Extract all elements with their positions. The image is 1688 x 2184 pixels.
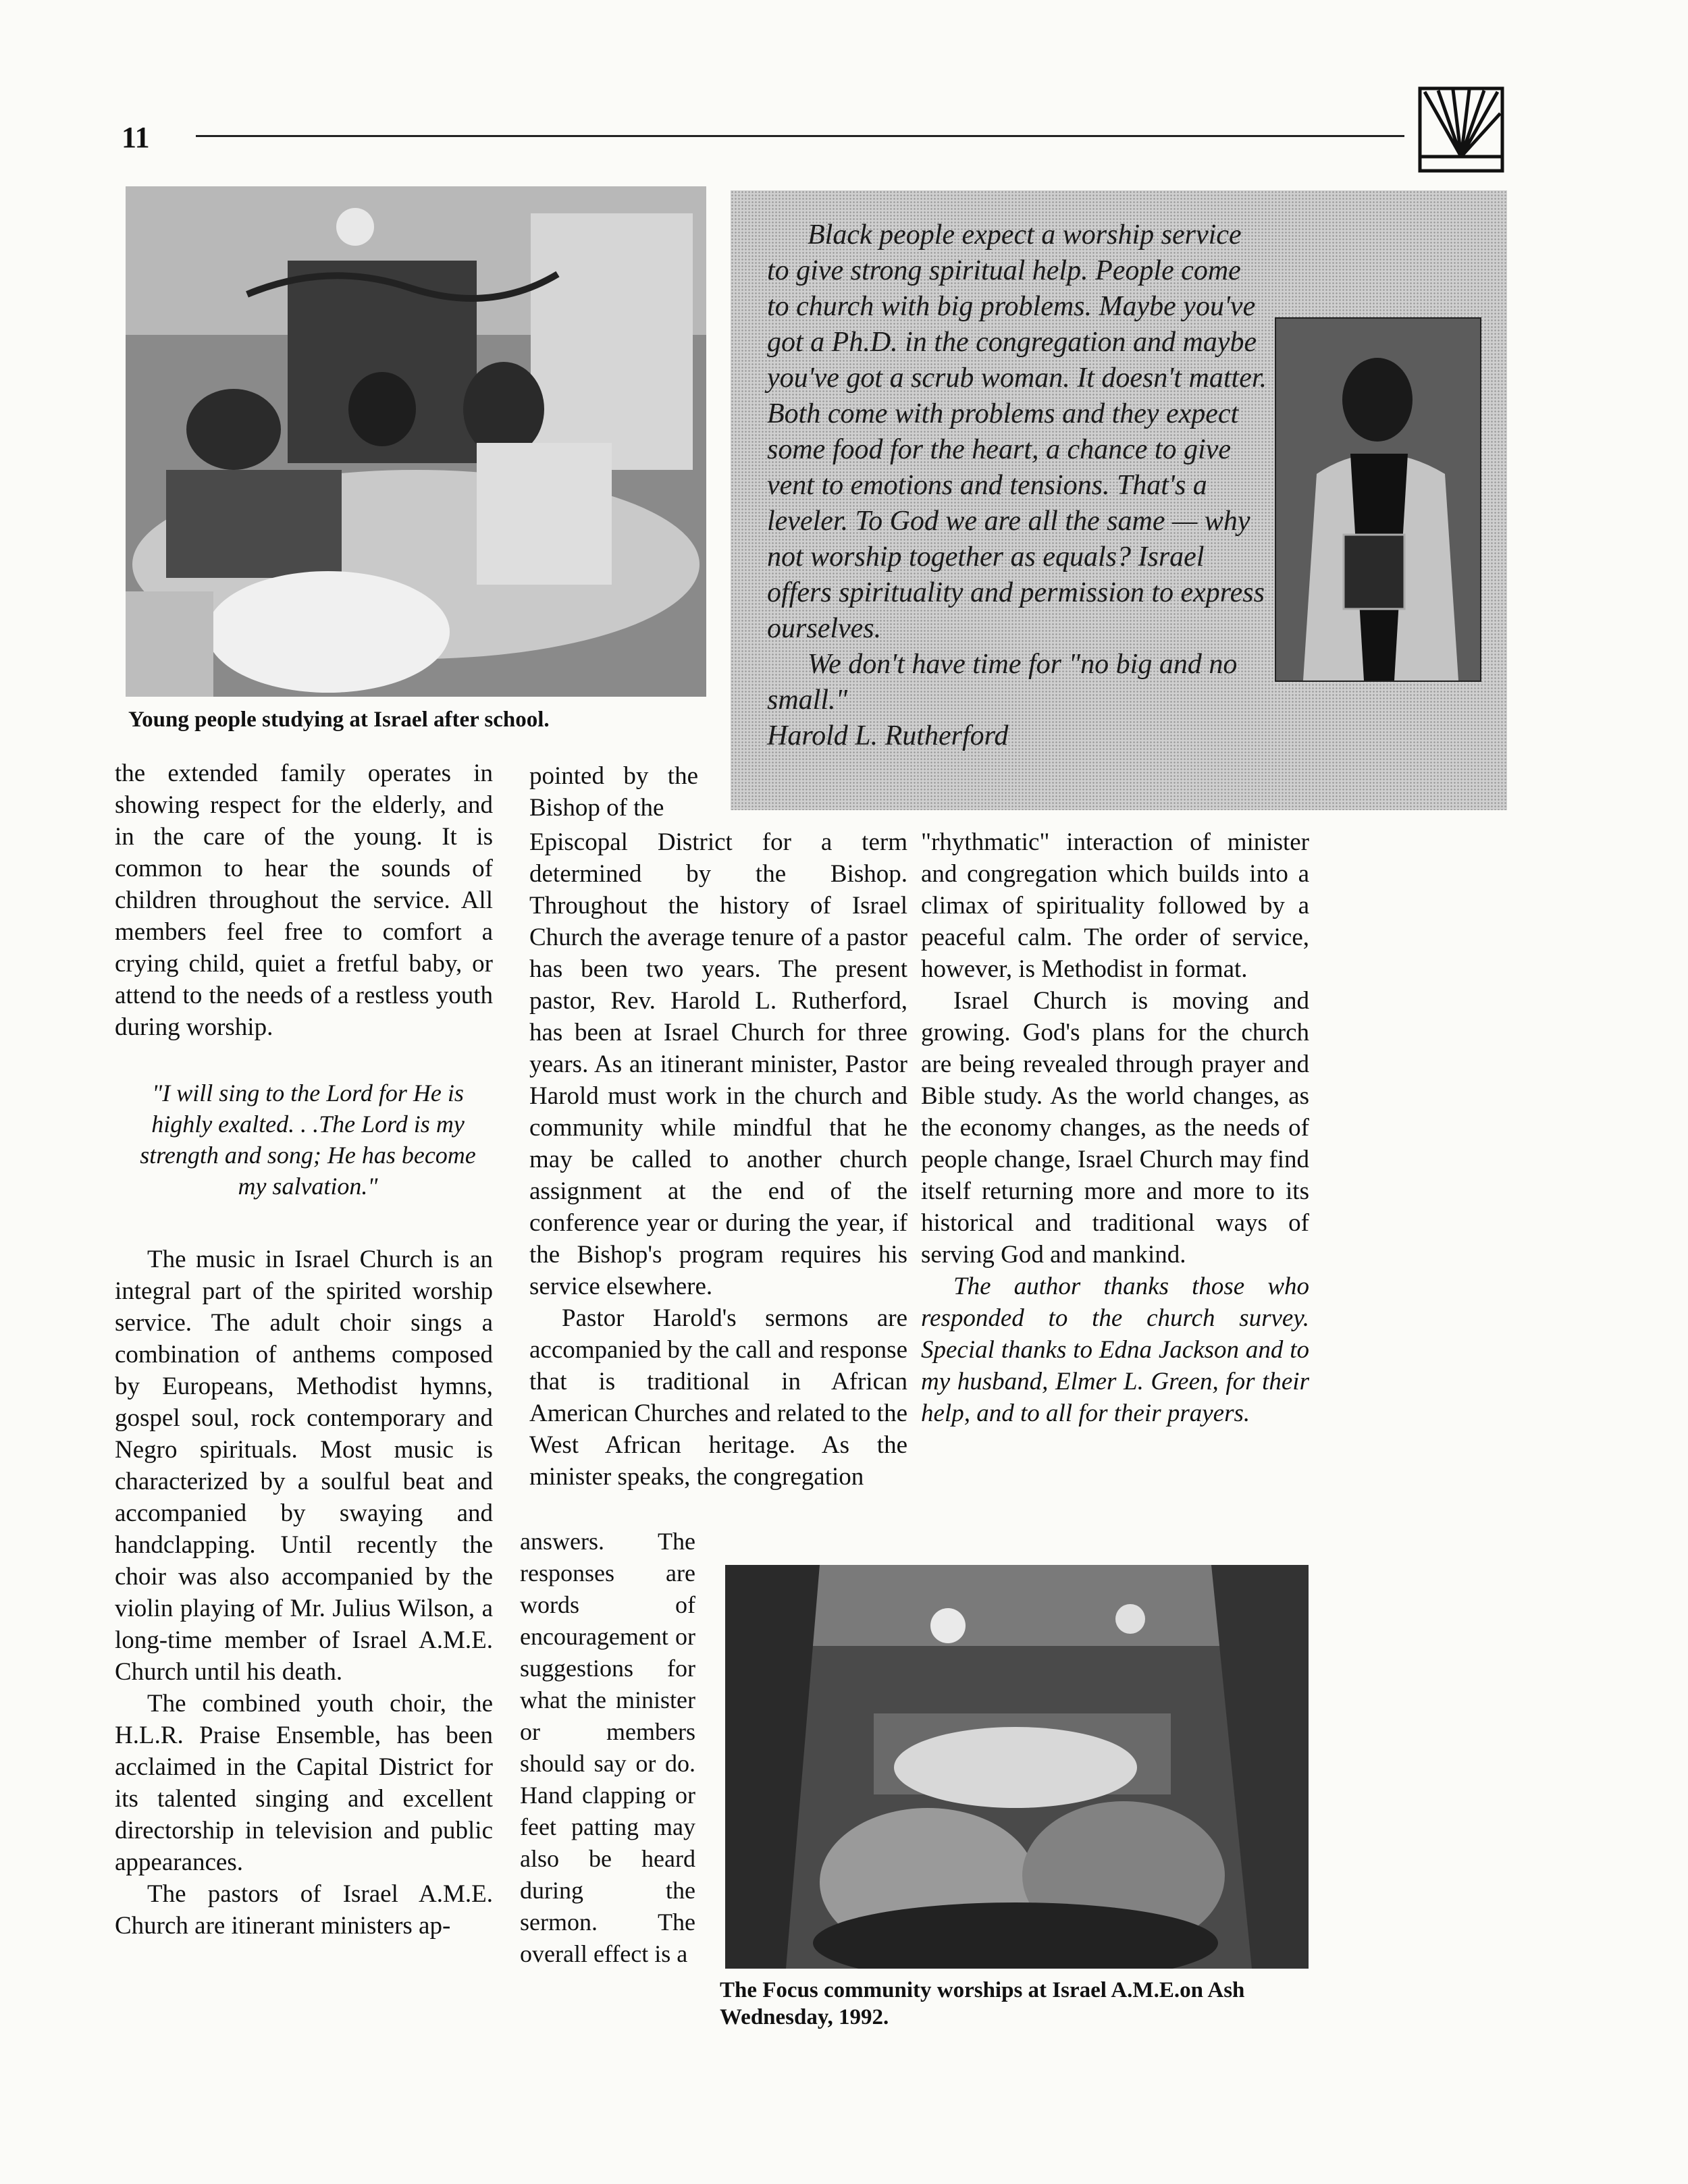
photo-young-people-studying bbox=[126, 186, 706, 697]
photo-caption-worship: The Focus community worships at Israel A.M.E.on Ash Wednesday, 1992. bbox=[720, 1978, 1245, 2029]
article-column-1-continued bbox=[115, 1244, 493, 1942]
sunburst-logo-icon bbox=[1418, 86, 1504, 173]
photo-pastor-portrait bbox=[1275, 317, 1481, 682]
hymn-quote: "I will sing to the Lord for He is highly exalted. . .The Lord is my strength and song; He has become my salvation." bbox=[140, 1080, 476, 1200]
body-paragraph: Pastor Harold's sermons are accompanied by the call and response that is traditional in African American Churches and related to the West African heritage. As the minister speaks, the congregation bbox=[529, 1304, 907, 1491]
body-paragraph: The combined youth choir, the H.L.R. Praise Ensemble, has been acclaimed in the Capital District for its talented singing and excellent directorship in television and public appearances. bbox=[115, 1690, 493, 1876]
page-number: 11 bbox=[122, 121, 150, 154]
article-column-2 bbox=[529, 826, 907, 1493]
body-paragraph: Israel Church is moving and growing. God's plans for the church are being revealed through prayer and Bible study. As the world changes, as the economy changes, as the needs of people change, Israel Church may find itself returning more and more to its historical and traditional ways of serving God and mankind. bbox=[921, 987, 1309, 1269]
pull-quote-attribution: Harold L. Rutherford bbox=[767, 720, 1009, 751]
body-paragraph: "rhythmatic" interaction of minister and congregation which builds into a climax of spirituality followed by a peaceful calm. The order of service, however, is Methodist in format. bbox=[921, 828, 1309, 983]
pull-quote-paragraph: We don't have time for "no big and no small." bbox=[767, 649, 1238, 716]
body-paragraph: Episcopal District for a term determined by the Bishop. Throughout the history of Israel Church the average tenure of a pastor has been two years. The present pastor, Rev. Harold L. Rutherford, has been at Israel Church for three years. As an itinerant minister, Pastor Harold must work in the church and community while mindful that he may be called to another church assignment at the end of the conference year or during the year, if the Bishop's program requires his service elsewhere. bbox=[529, 828, 907, 1300]
body-paragraph: The music in Israel Church is an integral part of the spirited worship service. The adult choir sings a combination of anthems composed by Europeans, Methodist hymns, gospel soul, rock contemporary and Negro spirituals. Most music is characterized by a soulful beat and accompanied by swaying and handclapping. Until recently the choir was also accompanied by the violin playing of Mr. Julius Wilson, a long-time member of Israel A.M.E. Church until his death. bbox=[115, 1246, 493, 1686]
photo-caption-studying: Young people studying at Israel after school. bbox=[128, 708, 550, 732]
pull-quote-paragraph: Black people expect a worship service to give strong spiritual help. People come to church with big problems. Maybe you've got a Ph.D. in the congregation and maybe you've got a scrub woman. It doesn't matter. Both come with problems and they expect some food for the heart, a chance to give vent to emotions and tensions. That's a leveler. To God we are all the same — why not worship together as equals? Israel offers spirituality and permission to express ourselves. bbox=[767, 219, 1267, 644]
article-column-2-narrow: answers. The responses are words of encouragement or suggestions for what the minister or members should say or do. Hand clapping or feet patting may also be heard during the sermon. The overall effect is a bbox=[520, 1528, 695, 1967]
article-column-1 bbox=[115, 757, 493, 1043]
pull-quote bbox=[767, 217, 1268, 754]
photo-worship-service bbox=[725, 1565, 1309, 1969]
article-column-2-top: pointed by the Bishop of the bbox=[529, 762, 698, 822]
article-column-3 bbox=[921, 826, 1309, 1429]
acknowledgment: The author thanks those who responded to the church survey. Special thanks to Edna Jackson and to my husband, Elmer L. Green, for their help, and to all for their prayers. bbox=[921, 1273, 1309, 1427]
header-rule bbox=[196, 135, 1404, 137]
body-paragraph: The pastors of Israel A.M.E. Church are itinerant ministers ap- bbox=[115, 1880, 493, 1940]
body-paragraph: the extended family operates in showing respect for the elderly, and in the care of the young. It is common to hear the sounds of children throughout the service. All members feel free to comfort a crying child, quiet a fretful baby, or attend to the needs of a restless youth during worship. bbox=[115, 760, 493, 1041]
